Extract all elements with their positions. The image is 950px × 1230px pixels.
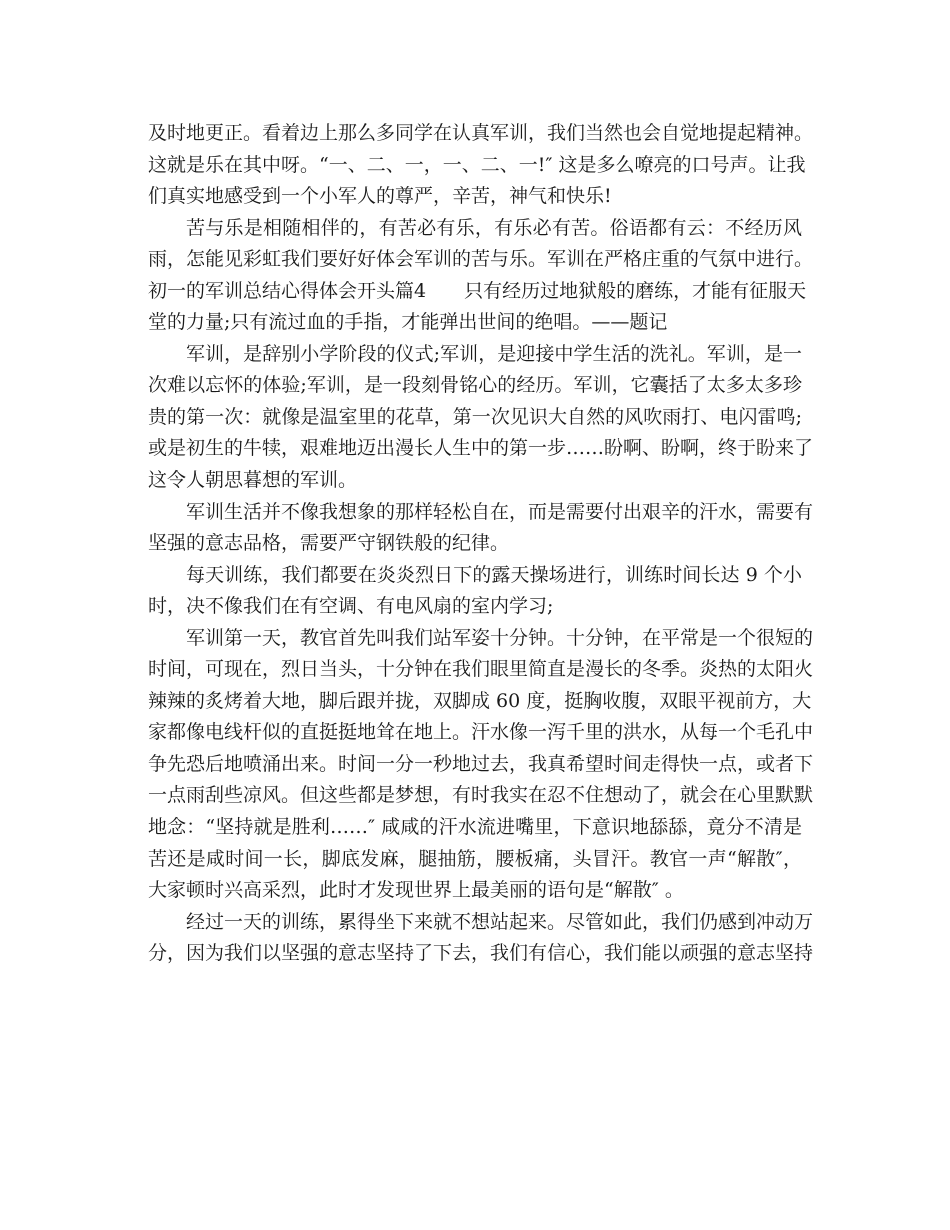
text-line-11: 或是初生的牛犊，艰难地迈出漫长人生中的第一步……盼啊、盼啊，终于盼来了 (148, 437, 814, 460)
text-line-8: 军训，是辞别小学阶段的仪式;军训，是迎接中学生活的洗礼。军训，是一 (186, 342, 802, 365)
document-body (148, 118, 814, 970)
text-line-14: 坚强的意志品格，需要严守钢铁般的纪律。 (148, 532, 510, 555)
text-line-20: 家都像电线杆似的直挺挺地耸在地上。汗水像一泻千里的洪水，从每一个毛孔中 (148, 721, 814, 744)
text-line-26: 经过一天的训练，累得坐下来就不想站起来。尽管如此，我们仍感到冲动万 (186, 910, 814, 933)
text-line-7: 堂的力量;只有流过血的手指，才能弹出世间的绝唱。——题记 (148, 311, 668, 334)
text-line-2: 这就是乐在其中呀。“一、二、一，一、二、一!″ 这是多么嘹亮的口号声。让我 (148, 153, 806, 176)
text-line-4: 苦与乐是相随相伴的，有苦必有乐，有乐必有苦。俗语都有云：不经历风 (186, 216, 802, 239)
text-line-27: 分，因为我们以坚强的意志坚持了下去，我们有信心，我们能以顽强的意志坚持 (148, 942, 814, 965)
text-line-9: 次难以忘怀的体验;军训，是一段刻骨铭心的经历。军训，它囊括了太多太多珍 (148, 374, 802, 397)
text-line-17: 军训第一天，教官首先叫我们站军姿十分钟。十分钟，在平常是一个很短的 (186, 626, 814, 649)
text-line-12: 这令人朝思暮想的军训。 (148, 469, 358, 492)
text-line-22: 一点雨刮些凉风。但这些都是梦想，有时我实在忍不住想动了，就会在心里默默 (148, 784, 814, 807)
text-line-10: 贵的第一次：就像是温室里的花草，第一次见识大自然的风吹雨打、电闪雷鸣; (148, 405, 802, 428)
text-line-23: 地念：“坚持就是胜利……″ 咸咸的汗水流进嘴里，下意识地舔舔，竟分不清是 (148, 816, 802, 839)
text-line-13: 军训生活并不像我想象的那样轻松自在，而是需要付出艰辛的汗水，需要有 (186, 500, 814, 523)
text-line-18: 时间，可现在，烈日当头，十分钟在我们眼里简直是漫长的冬季。炎热的太阳火 (148, 658, 814, 681)
text-line-15: 每天训练，我们都要在炎炎烈日下的露天操场进行，训练时间长达 9 个小 (186, 563, 802, 586)
text-line-3: 们真实地感受到一个小军人的尊严，辛苦，神气和快乐! (148, 185, 612, 208)
text-line-5: 雨，怎能见彩虹我们要好好体会军训的苦与乐。军训在严格庄重的气氛中进行。 (148, 248, 814, 271)
text-line-21: 争先恐后地喷涌出来。时间一分一秒地过去，我真希望时间走得快一点，或者下 (148, 752, 814, 775)
text-line-25: 大家顿时兴高采烈，此时才发现世界上最美丽的语句是“解散″ 。 (148, 879, 684, 902)
text-line-6: 初一的军训总结心得体会开头篇4 只有经历过地狱般的磨练，才能有征服天 (148, 279, 807, 302)
text-line-24: 苦还是咸时间一长，脚底发麻，腿抽筋，腰板痛，头冒汗。教官一声“解散″， (148, 847, 802, 870)
text-line-1: 及时地更正。看着边上那么多同学在认真军训，我们当然也会自觉地提起精神。 (148, 122, 814, 144)
text-line-19: 辣辣的炙烤着大地，脚后跟并拢，双脚成 60 度，挺胸收腹，双眼平视前方，大 (148, 689, 812, 712)
text-line-16: 时，决不像我们在有空调、有电风扇的室内学习; (148, 595, 554, 618)
